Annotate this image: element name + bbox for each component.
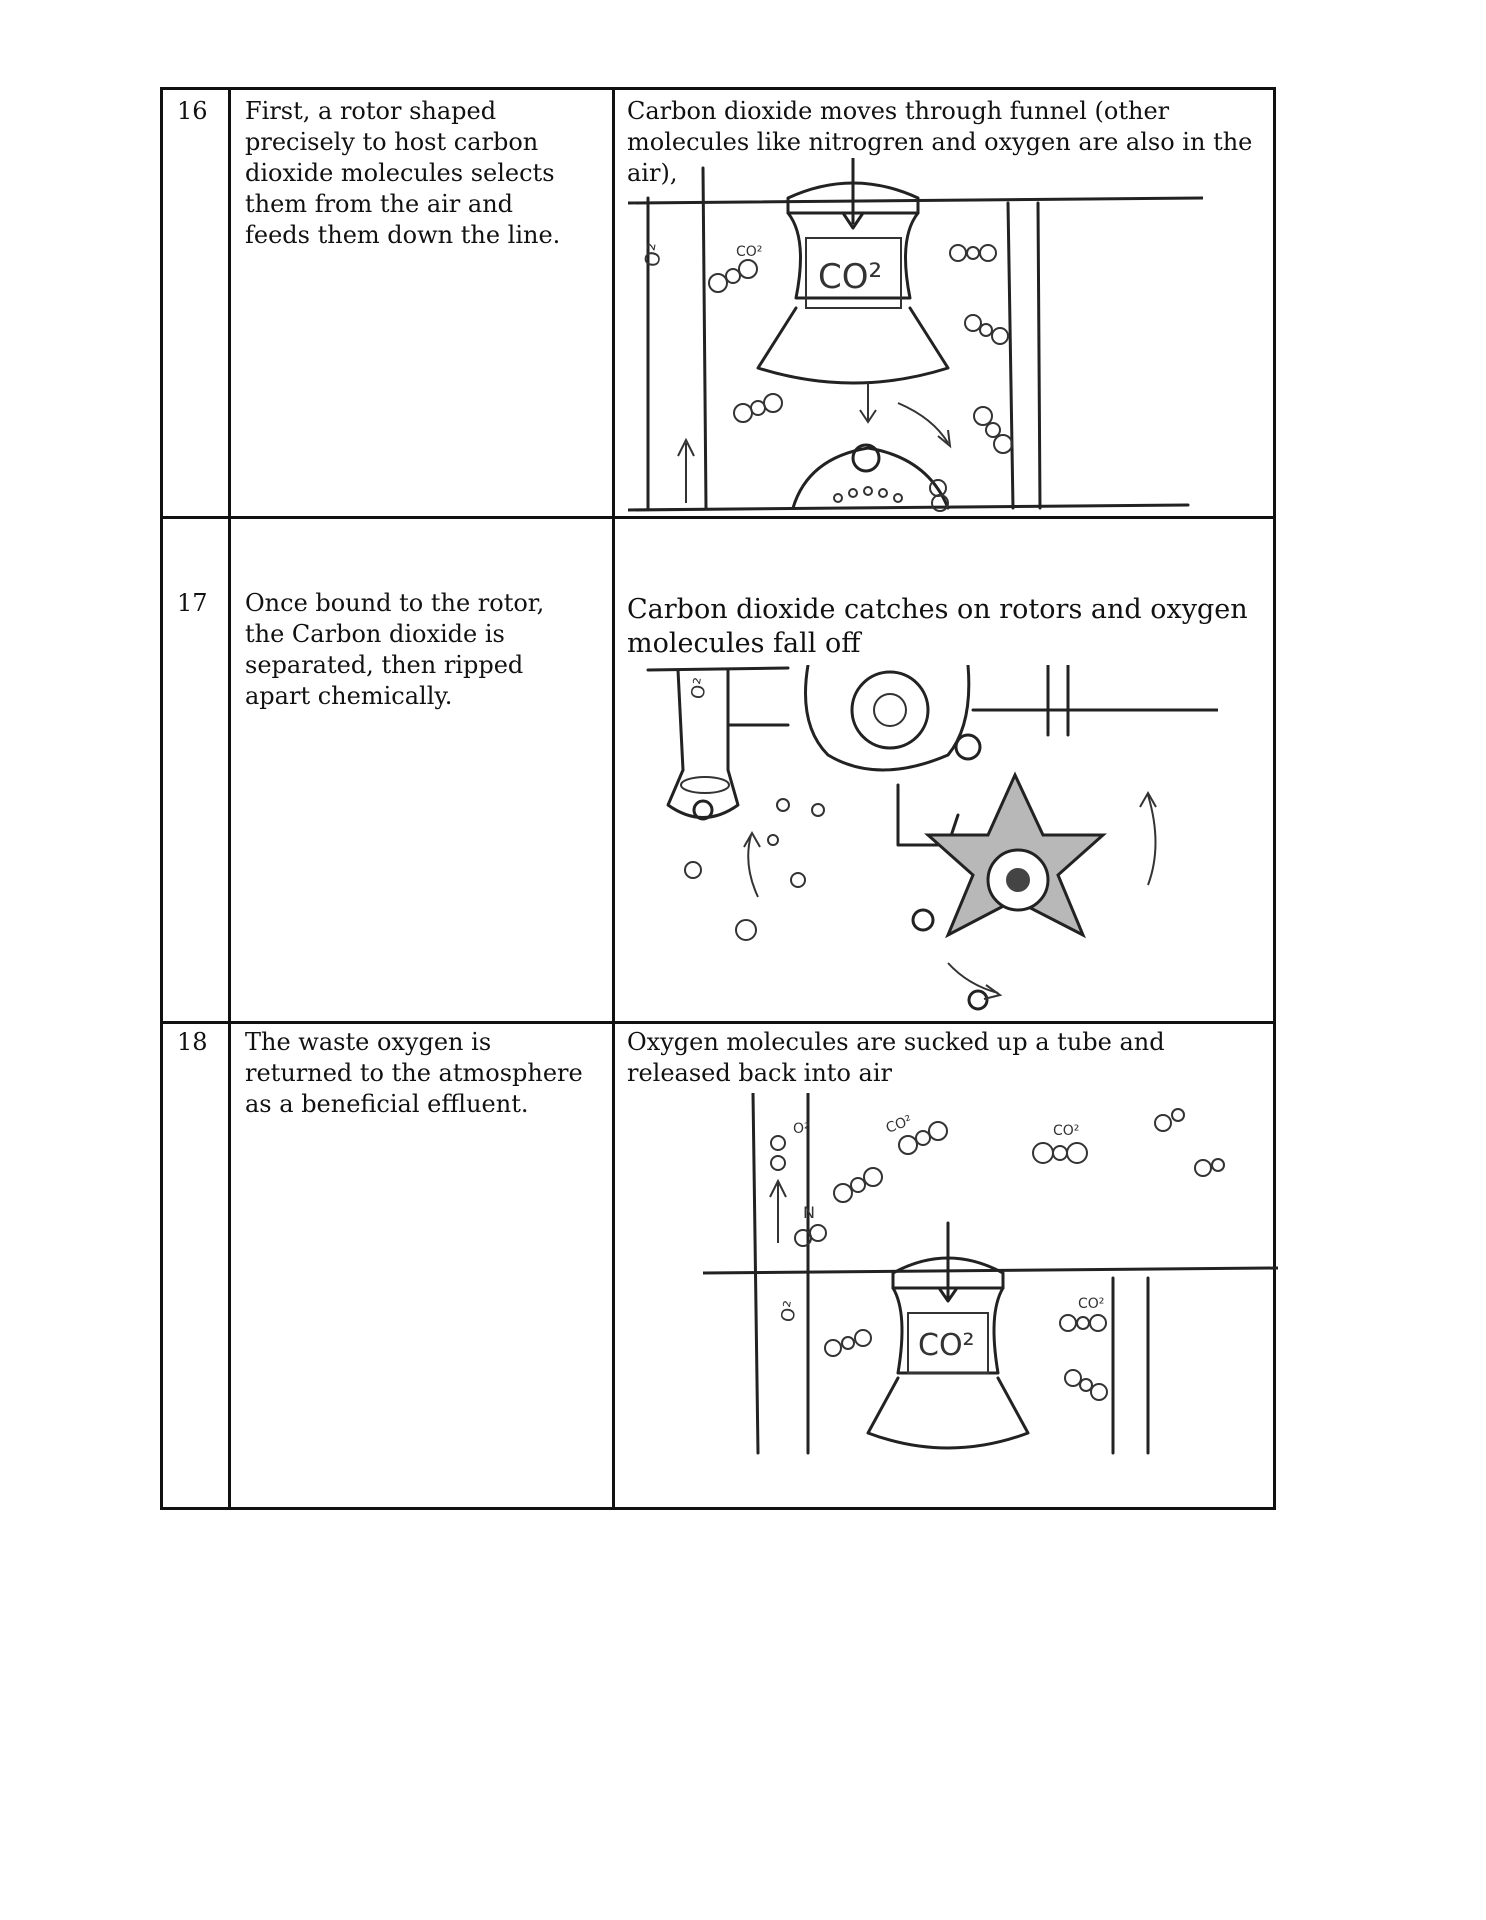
oxygen-label: O² bbox=[687, 676, 712, 701]
column-divider bbox=[228, 90, 231, 1507]
sketch-rotor-star bbox=[628, 665, 1218, 1015]
row-description: Once bound to the rotor, the Carbon dioxide is separated, then ripped apart chemically. bbox=[245, 589, 545, 710]
sketch-oxygen-release bbox=[703, 1093, 1278, 1513]
row-number: 18 bbox=[177, 1028, 208, 1056]
oxygen-label: O² bbox=[639, 241, 668, 269]
molecule-label: CO² bbox=[1078, 1296, 1105, 1312]
storyboard-table bbox=[160, 87, 1276, 1510]
row-caption: Oxygen molecules are sucked up a tube and released back into air bbox=[627, 1028, 1165, 1087]
oxygen-label: O² bbox=[777, 1299, 802, 1324]
row-number: 16 bbox=[177, 97, 208, 125]
molecule-label: CO² bbox=[883, 1112, 915, 1137]
molecule-label: CO² bbox=[1053, 1123, 1080, 1139]
canister-label: CO² bbox=[818, 257, 883, 297]
row-description: First, a rotor shaped precisely to host carbon dioxide molecules selects them from the air and feeds them down the line. bbox=[245, 97, 561, 249]
row-divider bbox=[163, 516, 1273, 519]
row-number: 17 bbox=[177, 589, 208, 617]
row-caption: Carbon dioxide catches on rotors and oxygen molecules fall off bbox=[627, 594, 1248, 659]
canister-label: CO² bbox=[918, 1328, 975, 1363]
molecule-label: CO² bbox=[736, 244, 763, 260]
row-description: The waste oxygen is returned to the atmosphere as a beneficial effluent. bbox=[245, 1028, 583, 1118]
nitrogen-label: N bbox=[803, 1203, 815, 1222]
oxygen-label: O² bbox=[793, 1121, 810, 1137]
row-divider bbox=[163, 1021, 1273, 1024]
row-caption: Carbon dioxide moves through funnel (other molecules like nitrogren and oxygen are also in the air), bbox=[627, 97, 1253, 187]
column-divider bbox=[612, 90, 615, 1507]
sketch-funnel-co2 bbox=[628, 158, 1203, 513]
